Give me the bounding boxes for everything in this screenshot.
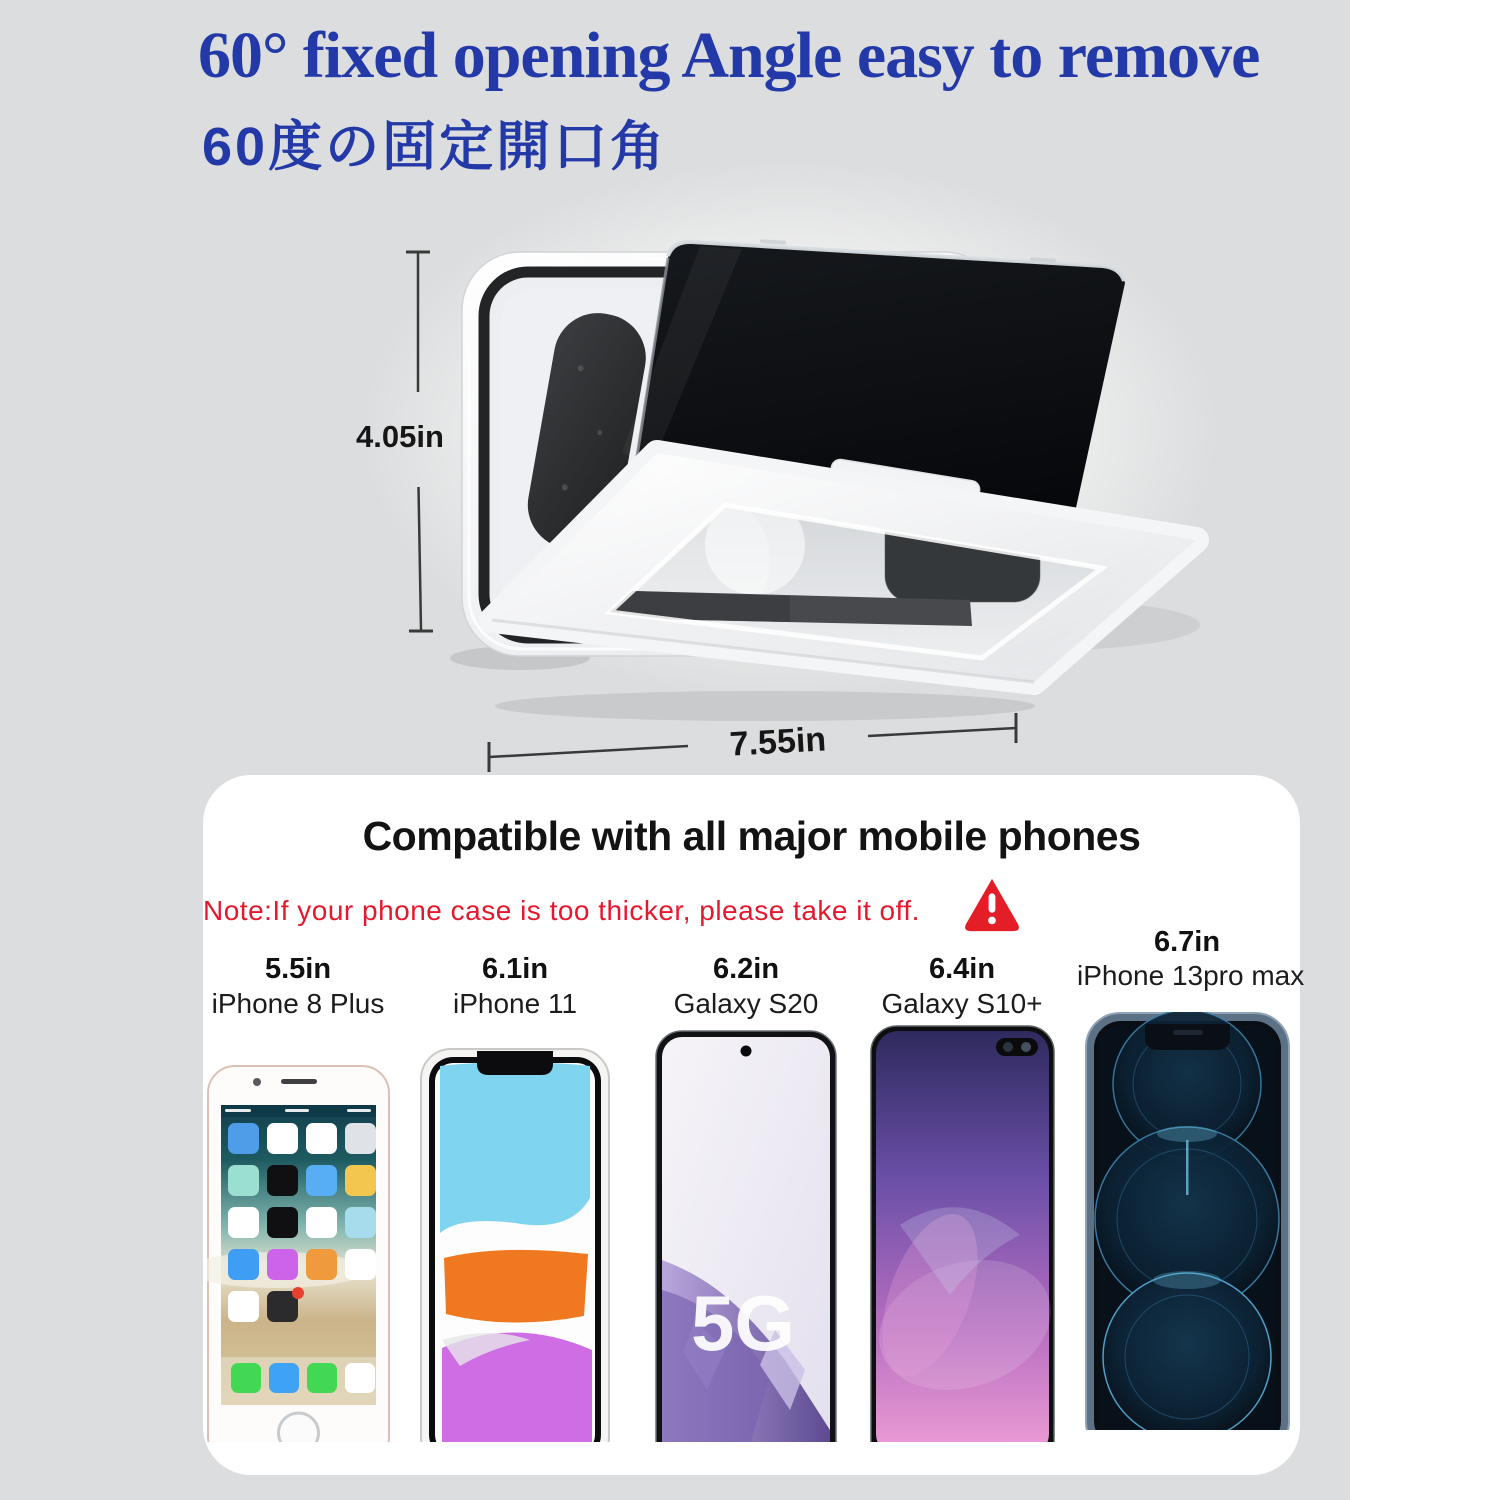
- name-text: iPhone 8 Plus: [211, 988, 385, 1019]
- size-text: 6.4in: [928, 953, 996, 985]
- size-text: 6.1in: [481, 953, 549, 985]
- phone-size-label: [208, 953, 388, 986]
- phone-iphone-13-pro-max-image: [1085, 1012, 1290, 1430]
- phone-name-label: [1077, 960, 1305, 992]
- name-text: iPhone 13pro max: [1077, 960, 1305, 991]
- size-text: 6.2in: [712, 953, 780, 985]
- phone-size-label: [872, 953, 1052, 986]
- note-text: Note:If your phone case is too thicker, please take it off.: [203, 895, 920, 926]
- phone-name-label: [872, 988, 1052, 1020]
- page-subtitle-japanese: 60度の固定開口角: [202, 117, 668, 177]
- phone-size-label: [656, 953, 836, 986]
- phone-iphone-8-plus-image: [207, 1065, 390, 1442]
- width-dimension-label: 7.55in: [728, 720, 828, 764]
- svg-text:5G: 5G: [690, 1279, 796, 1367]
- phone-size-label: [1077, 926, 1297, 959]
- compatibility-card: [203, 775, 1305, 1475]
- height-dimension-label: 4.05in: [356, 419, 444, 454]
- compatibility-title: Compatible with all major mobile phones: [362, 813, 1141, 859]
- phone-name-label: [425, 988, 605, 1020]
- phone-iphone-11-image: [420, 1048, 610, 1442]
- size-text: 5.5in: [264, 953, 332, 985]
- name-text: Galaxy S20: [673, 988, 819, 1019]
- page-title: 60° fixed opening Angle easy to remove: [198, 19, 1260, 92]
- phone-galaxy-s20-image: [655, 1030, 837, 1442]
- name-text: iPhone 11: [452, 988, 578, 1019]
- phone-name-label: [208, 988, 388, 1020]
- phone-size-label: [425, 953, 605, 986]
- size-text: 6.7in: [1153, 926, 1221, 958]
- warning-triangle-icon: [961, 875, 1023, 933]
- phone-galaxy-s10plus-image: [870, 1025, 1055, 1442]
- phone-name-label: [656, 988, 836, 1020]
- name-text: Galaxy S10+: [881, 988, 1043, 1019]
